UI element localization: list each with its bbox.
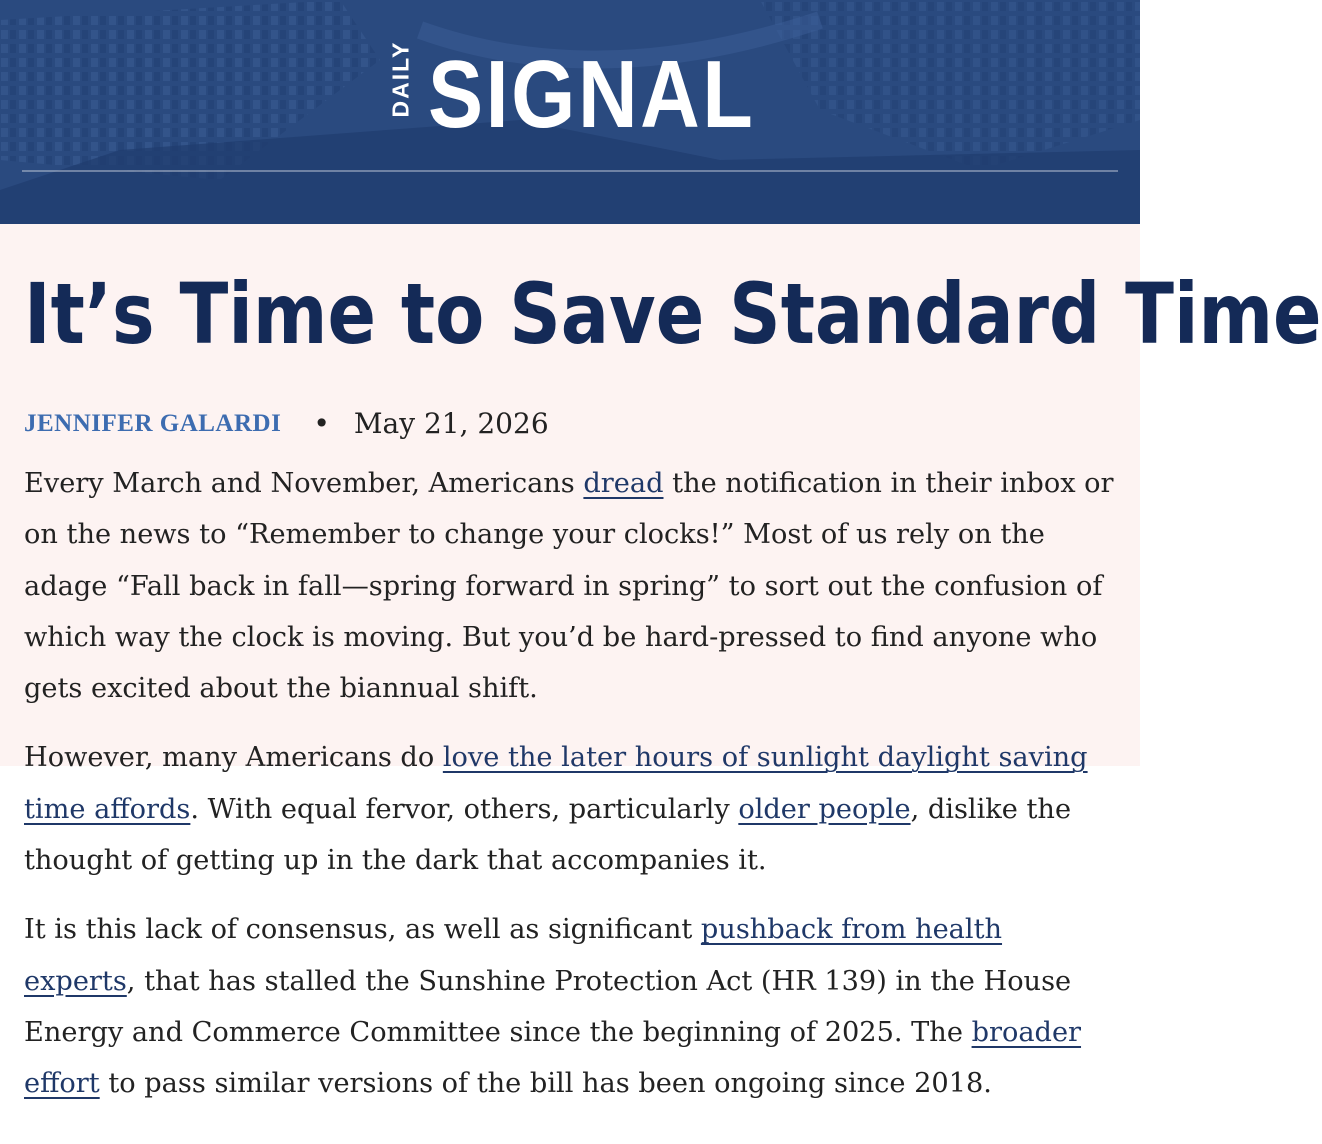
link-broader-effort[interactable]: broader effort <box>24 1016 1082 1100</box>
paragraph-3 <box>24 904 1114 1109</box>
byline <box>24 402 549 446</box>
paragraph-text: However, many Americans do <box>24 742 443 774</box>
paragraph-text: the notification in their inbox or on the news to “Remember to change your clocks!” Most of us rely on the adage “Fall back in fall—spring forward in spring” to sort out the confusion of which way the clock is moving. But you’d be hard-pressed to find anyone who gets excited about the biannual shift. <box>24 468 1114 705</box>
masthead-banner <box>0 0 1140 224</box>
logo-signal-text: SIGNAL <box>428 41 756 148</box>
logo-daily-text: DAILY <box>387 40 414 117</box>
publish-date: May 21, 2026 <box>353 407 549 440</box>
paragraph-text: , that has stalled the Sunshine Protection Act (HR 139) in the House Energy and Commerce Committee since the beginning of 2025. The <box>24 965 1072 1048</box>
link-older-people[interactable]: older people <box>738 793 911 825</box>
link-later-hours-sunlight[interactable]: love the later hours of sunlight daylight saving time affords <box>24 742 1088 825</box>
paragraph-text: It is this lack of consensus, as well as significant <box>24 914 701 946</box>
author-link[interactable]: JENNIFER GALARDI <box>24 410 282 437</box>
byline-separator: • <box>313 407 330 440</box>
paragraph-text: Every March and November, Americans <box>24 468 584 499</box>
daily-signal-logo[interactable] <box>388 40 809 150</box>
article-headline: It’s Time to Save Standard Time <box>24 265 1322 363</box>
masthead-divider <box>22 170 1118 172</box>
link-pushback-health-experts[interactable]: pushback from health experts <box>24 914 1003 997</box>
link-dread[interactable]: dread <box>583 468 664 499</box>
paragraph-text: , dislike the thought of getting up in the dark that accompanies it. <box>24 793 1072 877</box>
paragraph-text: to pass similar versions of the bill has been ongoing since 2018. <box>99 1068 992 1100</box>
paragraph-2 <box>24 732 1114 886</box>
paragraph-1 <box>24 458 1114 714</box>
article-body <box>24 458 1114 1128</box>
paragraph-text: . With equal fervor, others, particularly <box>190 793 739 825</box>
